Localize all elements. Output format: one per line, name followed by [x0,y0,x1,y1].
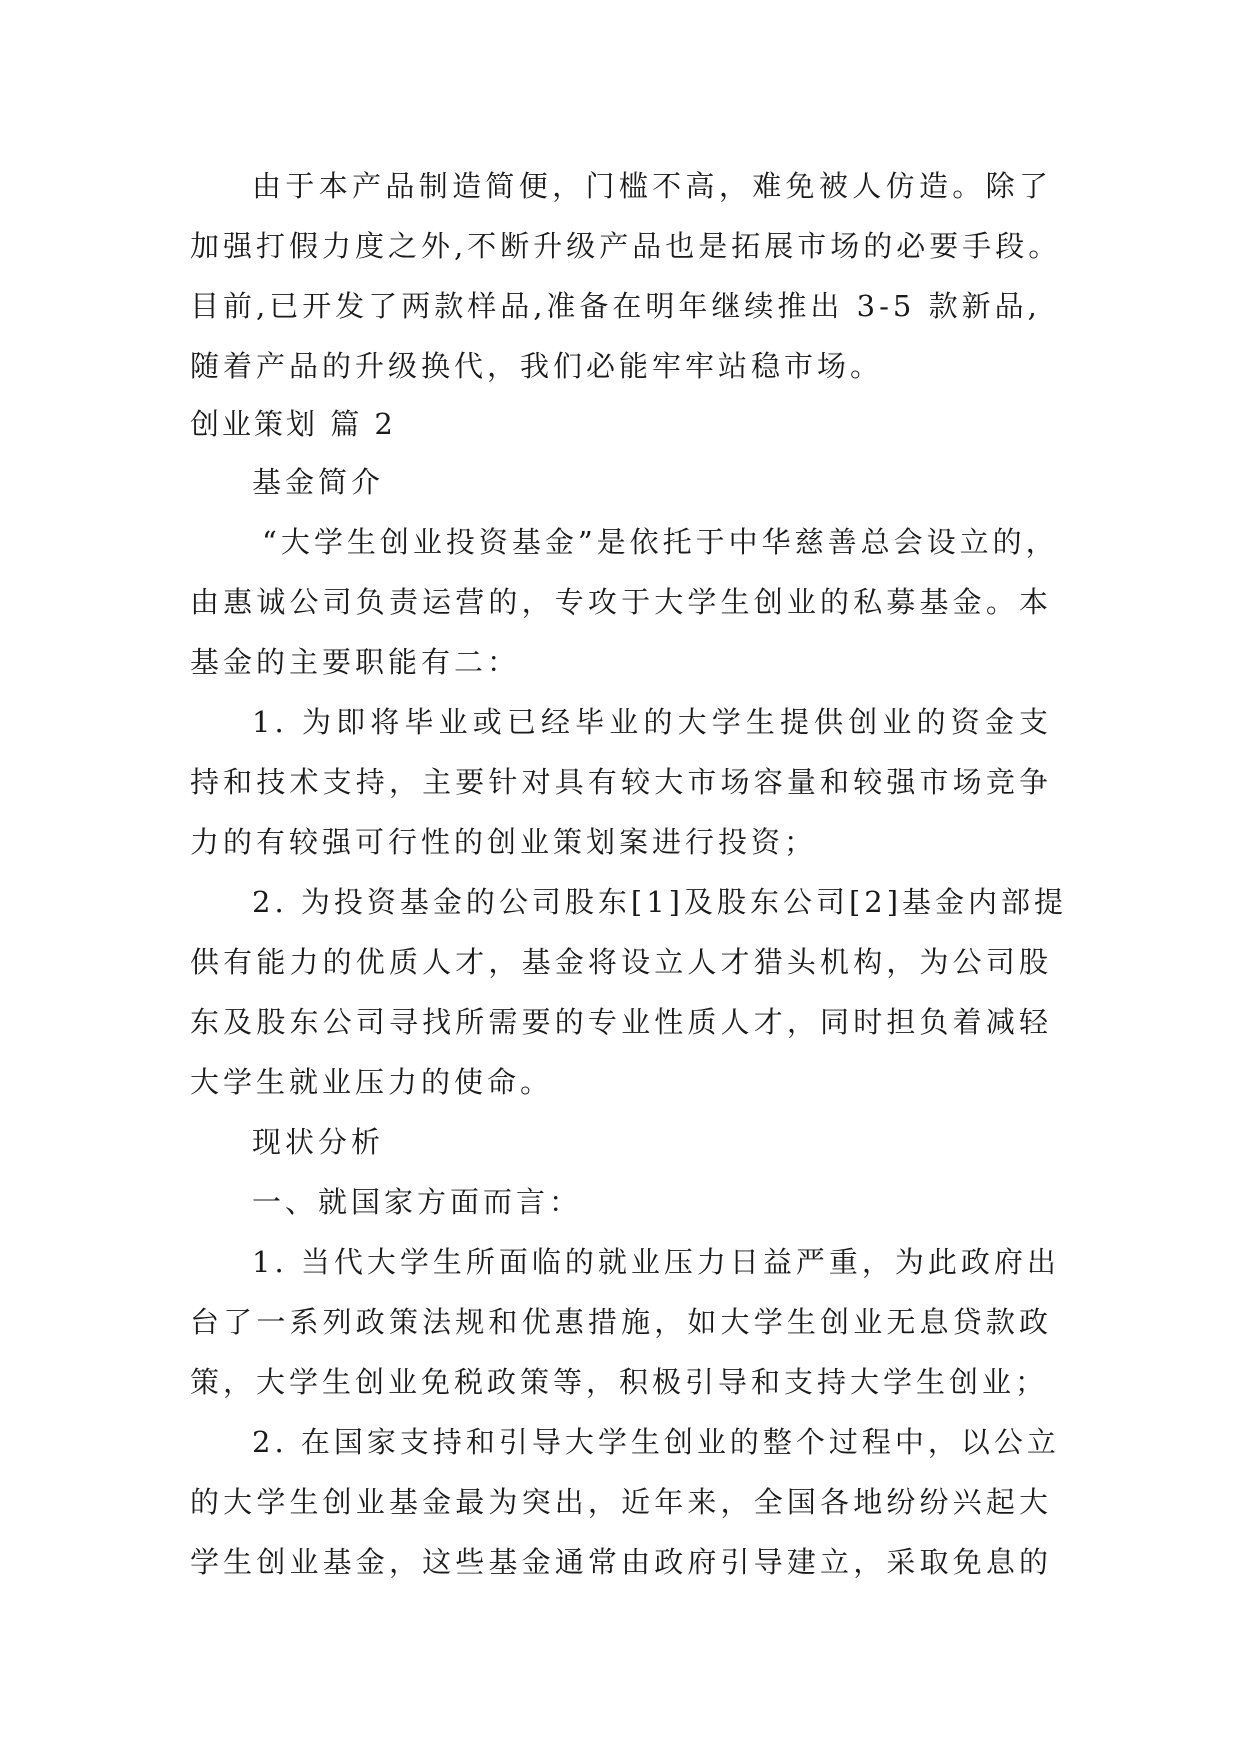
list-item-line: 1. 当代大学生所面临的就业压力日益严重，为此政府出 [252,1245,1060,1279]
paragraph-line: 力的有较强可行性的创业策划案进行投资； [190,825,818,859]
paragraph-line: 的大学生创业基金最为突出，近年来，全国各地纷纷兴起大 [190,1485,1052,1519]
list-item-line: 2. 为投资基金的公司股东[1]及股东公司[2]基金内部提 [252,885,1068,919]
paragraph-line: 随着产品的升级换代，我们必能牢牢站稳市场。 [190,349,884,383]
paragraph-line: 台了一系列政策法规和优惠措施，如大学生创业无息贷款政 [190,1305,1052,1339]
paragraph-line: 基金的主要职能有二： [190,645,521,679]
paragraph-line: 持和技术支持，主要针对具有较大市场容量和较强市场竞争 [190,765,1052,799]
list-item-line: 2. 在国家支持和引导大学生创业的整个过程中，以公立 [252,1425,1060,1459]
paragraph-line: 大学生就业压力的使命。 [190,1065,554,1099]
paragraph-line: 由于本产品制造简便，门槛不高，难免被人仿造。除了 [252,169,1052,203]
paragraph-line: 目前,已开发了两款样品,准备在明年继续推出 3-5 款新品, [190,289,1041,323]
list-item-line: 1. 为即将毕业或已经毕业的大学生提供创业的资金支 [252,705,1052,739]
paragraph-line: 加强打假力度之外,不断升级产品也是拓展市场的必要手段。 [190,229,1062,263]
paragraph-line: 供有能力的优质人才，基金将设立人才猎头机构，为公司股 [190,945,1052,979]
subsection-heading: 基金简介 [252,465,385,499]
paragraph-line: 由惠诚公司负责运营的，专攻于大学生创业的私募基金。本 [190,585,1052,619]
paragraph-line: 策，大学生创业免税政策等，积极引导和支持大学生创业； [190,1365,1049,1399]
list-heading: 一、就国家方面而言： [252,1185,583,1219]
section-heading: 创业策划 篇 2 [190,407,396,441]
paragraph-line: 学生创业基金，这些基金通常由政府引导建立，采取免息的 [190,1545,1052,1579]
paragraph-line: 东及股东公司寻找所需要的专业性质人才，同时担负着减轻 [190,1005,1052,1039]
subsection-heading: 现状分析 [252,1125,385,1159]
paragraph-line: “大学生创业投资基金”是依托于中华慈善总会设立的， [262,525,1059,559]
